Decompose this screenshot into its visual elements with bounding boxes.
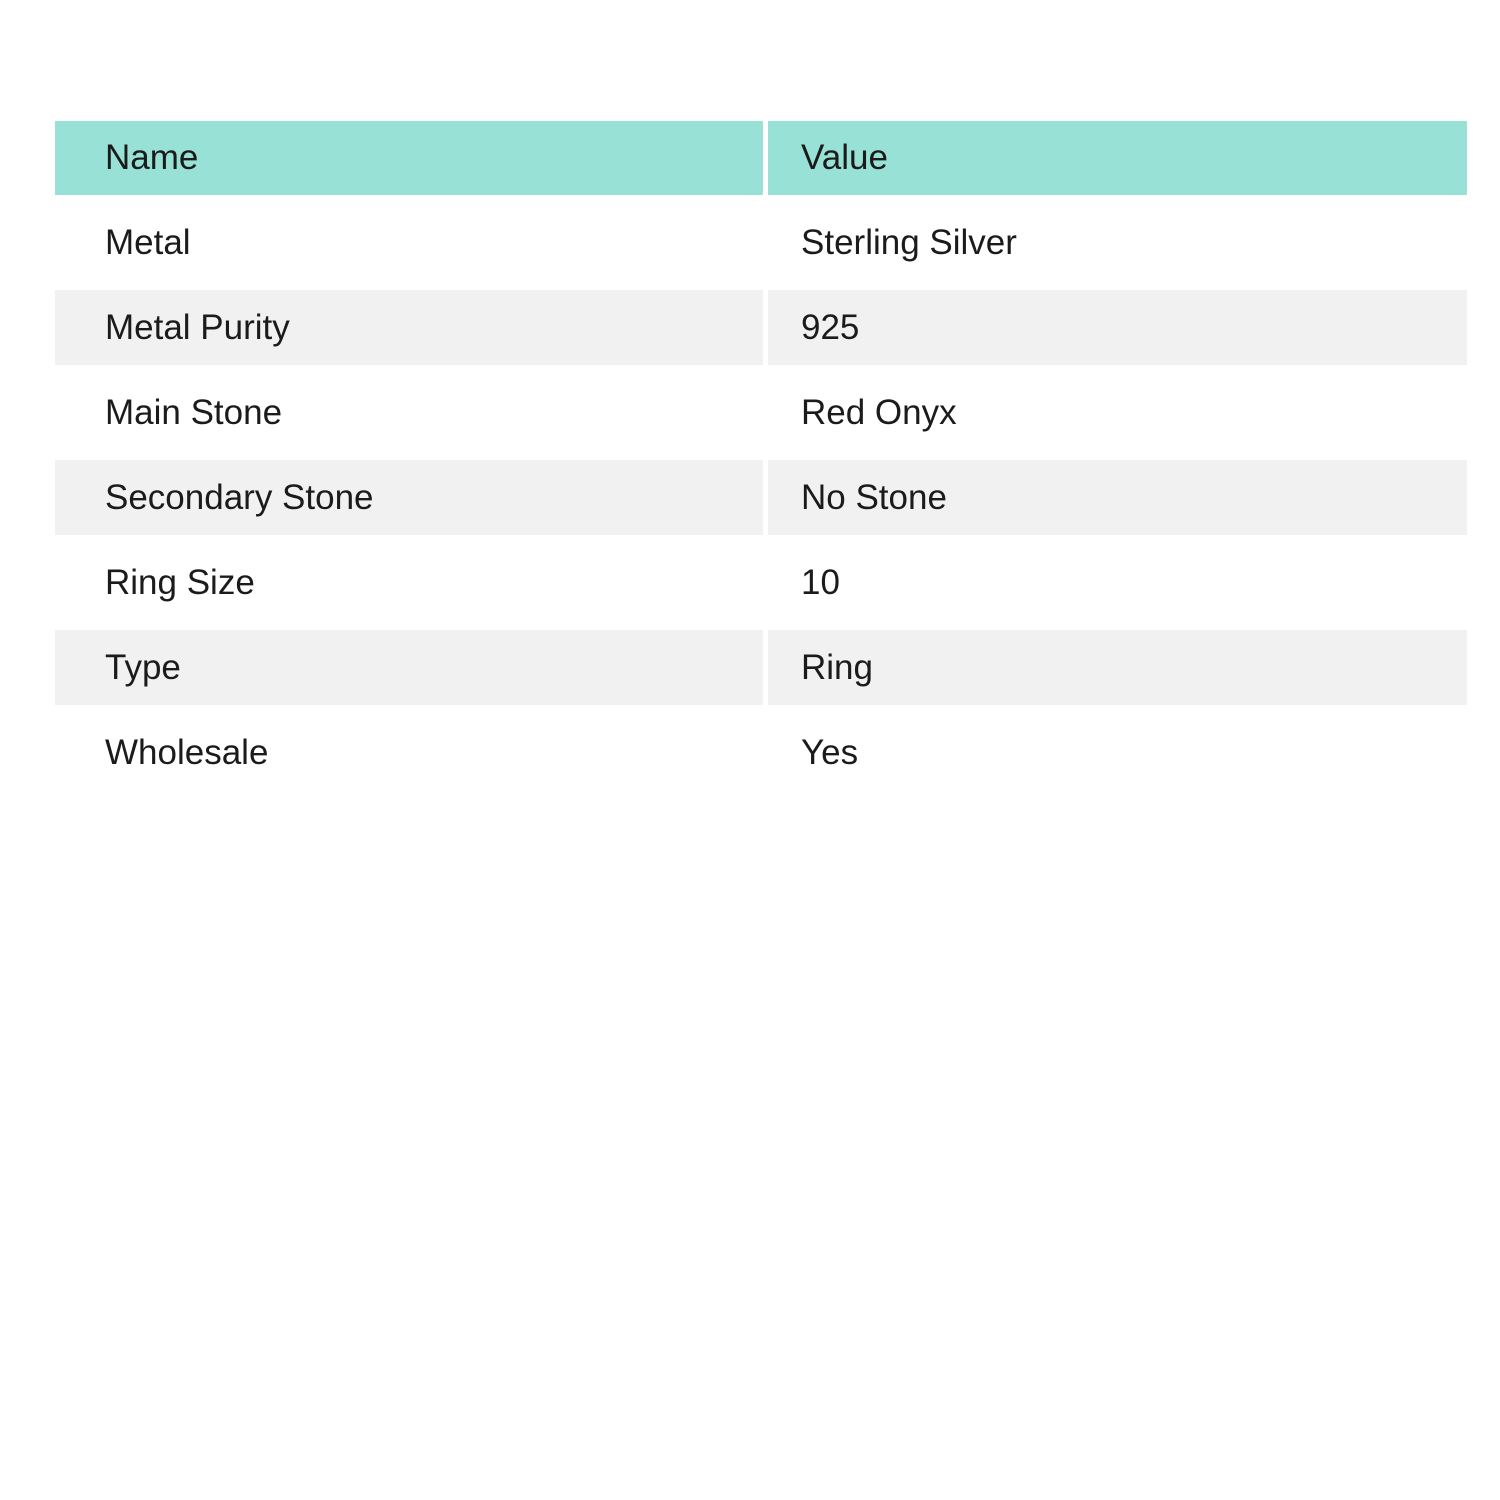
- spec-value-cell: Sterling Silver: [801, 222, 1017, 262]
- spec-value-cell: Yes: [801, 732, 859, 772]
- spec-value-cell: No Stone: [768, 460, 1467, 535]
- spec-value-cell: Ring: [768, 630, 1467, 705]
- spec-name-cell: Type: [55, 630, 763, 705]
- spec-name-cell: Main Stone: [105, 392, 283, 432]
- spec-name-cell: Ring Size: [105, 562, 255, 602]
- spec-table-body: [55, 195, 1467, 800]
- spec-value-cell: 925: [768, 290, 1467, 365]
- table-row: [55, 290, 1467, 365]
- table-row: [55, 535, 1467, 630]
- table-row: [55, 195, 1467, 290]
- column-header-name: Name: [55, 121, 763, 195]
- table-row: [55, 630, 1467, 705]
- spec-name-cell: Metal: [105, 222, 191, 262]
- table-row: [55, 705, 1467, 800]
- spec-value-cell: 10: [801, 562, 840, 602]
- spec-name-cell: Wholesale: [105, 732, 269, 772]
- column-header-value: Value: [768, 121, 1467, 195]
- table-row: [55, 365, 1467, 460]
- spec-value-cell: Red Onyx: [801, 392, 957, 432]
- spec-name-cell: Metal Purity: [55, 290, 763, 365]
- product-spec-table: [55, 121, 1467, 800]
- spec-name-cell: Secondary Stone: [55, 460, 763, 535]
- table-row: [55, 460, 1467, 535]
- spec-table-header-row: [55, 121, 1467, 195]
